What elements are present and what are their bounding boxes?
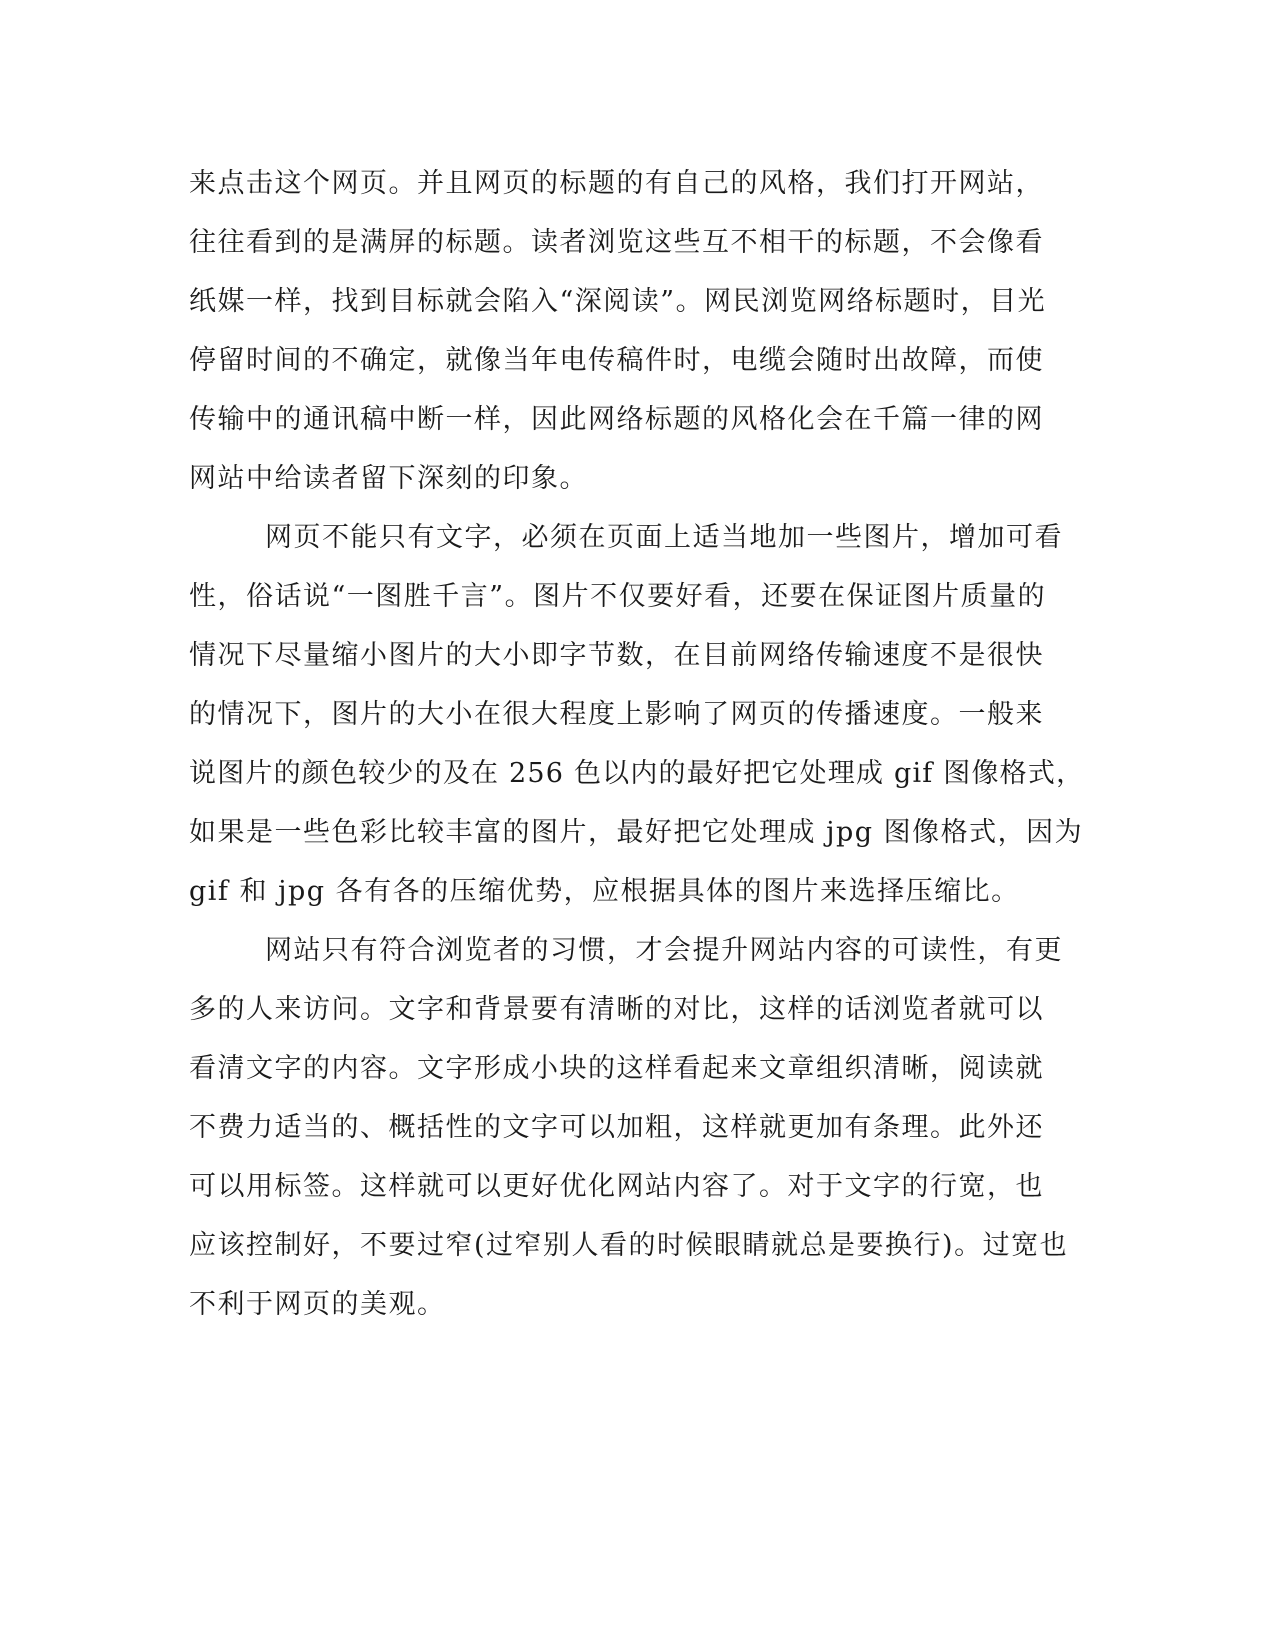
- paragraph-3-line-3: 看清文字的内容。文字形成小块的这样看起来文章组织清晰，阅读就: [189, 1053, 1044, 1084]
- paragraph-2-line-4: 的情况下，图片的大小在很大程度上影响了网页的传播速度。一般来: [189, 699, 1044, 730]
- paragraph-1-line-4: 停留时间的不确定，就像当年电传稿件时，电缆会随时出故障，而使: [189, 345, 1044, 376]
- paragraph-3-line-2: 多的人来访问。文字和背景要有清晰的对比，这样的话浏览者就可以: [189, 994, 1044, 1025]
- paragraph-1-line-1: 来点击这个网页。并且网页的标题的有自己的风格，我们打开网站，: [189, 168, 1044, 199]
- paragraph-2-line-7: gif 和 jpg 各有各的压缩优势，应根据具体的图片来选择压缩比。: [189, 876, 1020, 907]
- paragraph-3-line-1: 网站只有符合浏览者的习惯，才会提升网站内容的可读性，有更: [265, 935, 1063, 966]
- paragraph-3-line-7: 不利于网页的美观。: [189, 1289, 446, 1320]
- paragraph-1-line-6: 网站中给读者留下深刻的印象。: [189, 463, 588, 494]
- paragraph-1-line-2: 往往看到的是满屏的标题。读者浏览这些互不相干的标题，不会像看: [189, 227, 1044, 258]
- paragraph-2-line-5: 说图片的颜色较少的及在 256 色以内的最好把它处理成 gif 图像格式，: [189, 758, 1085, 789]
- paragraph-2-line-2: 性，俗话说“一图胜千言”。图片不仅要好看，还要在保证图片质量的: [189, 581, 1047, 612]
- paragraph-3-line-5: 可以用标签。这样就可以更好优化网站内容了。对于文字的行宽，也: [189, 1171, 1044, 1202]
- paragraph-2-line-3: 情况下尽量缩小图片的大小即字节数，在目前网络传输速度不是很快: [189, 640, 1044, 671]
- paragraph-2-line-6: 如果是一些色彩比较丰富的图片，最好把它处理成 jpg 图像格式，因为: [189, 817, 1084, 848]
- paragraph-2-line-1: 网页不能只有文字，必须在页面上适当地加一些图片，增加可看: [265, 522, 1063, 553]
- paragraph-1-line-5: 传输中的通讯稿中断一样，因此网络标题的风格化会在千篇一律的网: [189, 404, 1044, 435]
- paragraph-3-line-4: 不费力适当的、概括性的文字可以加粗，这样就更加有条理。此外还: [189, 1112, 1044, 1143]
- paragraph-1-line-3: 纸媒一样，找到目标就会陷入“深阅读”。网民浏览网络标题时，目光: [189, 286, 1047, 317]
- paragraph-3-line-6: 应该控制好，不要过窄(过窄别人看的时候眼睛就总是要换行)。过宽也: [189, 1230, 1069, 1261]
